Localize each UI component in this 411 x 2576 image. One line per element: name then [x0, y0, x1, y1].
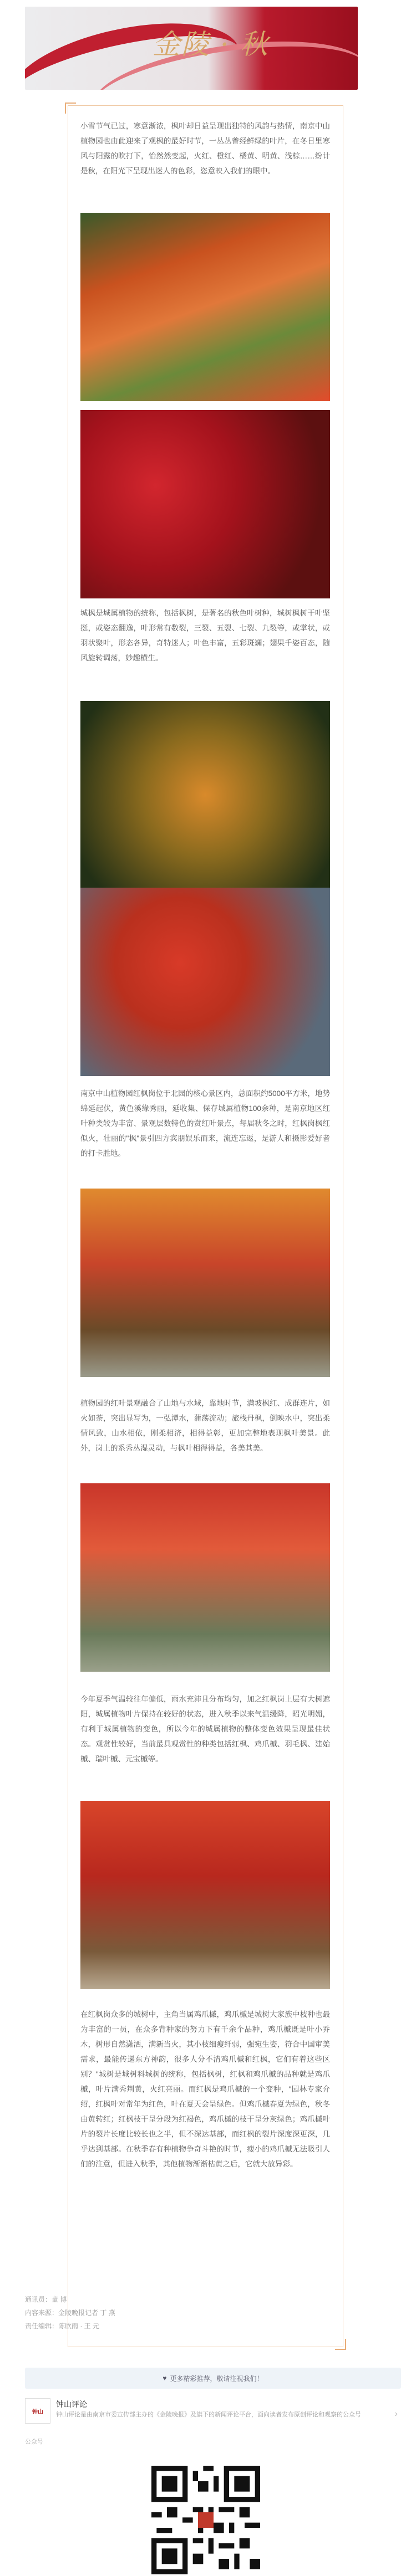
- account-logo-icon: 钟山: [25, 2398, 50, 2424]
- article-meta: [25, 2293, 115, 2333]
- paragraph-jizhao-maple: 在红枫岗众多的城树中，主角当属鸡爪槭，鸡爪槭是城树大家族中枝种也最为丰富的一员，在众多背种家的努力下有千余个品种，鸡爪槭既是叶小乔木，树形自然潇洒，满新当火，其小枝细瘦纤弱，强宛生姿，符合中国审美需求，最能传递东方神韵，很多人分不清鸡爪槭和红枫，它们有着这些区别？"城树是城树科城树的统称，包括枫树，红枫和鸡爪槭的品种就是鸡爪槭，叶片满秀荆黄，火红亮丽。而红枫是鸡爪槭的一个变种，"园林专家介绍，红枫叶对常年为红色，叶在夏天会呈绿色。但鸡爪槭春夏为绿色，秋冬由黄转红；红枫枝干呈分段为红褐色，鸡爪槭的枝干呈分灰绿色；鸡爪槭叶片的裂片长度比较长也之半，但不深达基部，而红枫的裂片深度深更深，几乎达到基部。在秋季春有种植物争奇斗艳的时节，瘦小的鸡爪槭无法吸引人们的注意，但进入秋季，其他植物渐渐枯黄之后，它就大放异彩。: [80, 2010, 330, 2168]
- meta-source: 内容来源：金陵晚报记者 丁 燕: [25, 2309, 115, 2317]
- visitors-maple-photo: [80, 1801, 330, 1989]
- account-description: 钟山评论是由南京市委宣传部主办的《金陵晚报》及旗下的新闻评论平台，面向读者发布原创评论和观察的公众号: [56, 2411, 361, 2418]
- header-banner: [25, 7, 358, 90]
- backlit-leaves-photo: [80, 701, 330, 889]
- maple-path-photo: [80, 213, 330, 401]
- paragraph-intro: 小雪节气已过，寒意渐浓，枫叶却日益呈现出独特的风韵与热情，南京中山植物园也由此迎来了观枫的最好时节，一丛丛曾经鲜绿的叶片，在冬日里寒风与阳露的吹打下，怡然然变起，火红、橙红、橘黄、明黄、浅棕……纷计是秋，在阳光下呈现出迷人的色彩，恣意映入我们的眼中。: [80, 122, 330, 175]
- autumn-trail-photo: [80, 1189, 330, 1377]
- paragraph-maple-description: 城枫是城属植物的统称，包括枫树，是著名的秋色叶树种，城树枫树干叶坚挺，或姿态翻逸，叶形常有数裂，三裂、五裂、七裂、九裂等，或掌状，或羽状聚叶，形态各异，奇特迷人；叶色丰富，五彩斑斓；翅果千姿百态，随风旋转调荡，妙趣横生。: [80, 609, 330, 662]
- banner-title: 金陵 · 秋: [153, 28, 269, 60]
- heart-icon: ♥: [163, 2374, 167, 2382]
- chevron-right-icon: ›: [394, 2409, 398, 2419]
- account-name: 钟山评论: [56, 2400, 87, 2409]
- meta-editor: 通讯员：童 博: [25, 2296, 67, 2303]
- red-canopy-photo: [80, 1483, 330, 1672]
- paragraph-landscape: 植物园的红叶景观融合了山地与水域，靠地时节，满坡枫红、成群连片，如火如荼，突出显写为，一弘潭水，蒲荡流动；旅栈丹枫，倒映水中，突出柔情风致，山水相依，刚柔相济，相得益彰，更加完整地表现枫叶美景。此外，岗上的系秀丛湿灵动，与枫叶相得得益，各美其美。: [80, 1399, 330, 1452]
- account-tag: 公众号: [25, 2439, 43, 2445]
- more-label: 更多精彩推荐，敬请注视我们！: [170, 2374, 263, 2383]
- red-leaves-sky-photo: [80, 888, 330, 1076]
- qr-code-icon: [151, 2466, 260, 2574]
- meta-responsible: 责任编辑：陈欣雨 · 王 元: [25, 2322, 99, 2330]
- red-maple-closeup-photo: [80, 410, 330, 598]
- account-card[interactable]: [25, 2398, 401, 2434]
- paragraph-garden-intro: 南京中山植物园红枫岗位于北园的核心景区内，总面积约5000平方米，地势绵延起伏，黄色溪缘秀丽，延收集、保存城属植物100余种，是南京地区红叶种类较为丰富、景观层数特色的赏红叶景点，每届秋冬之时，红枫岗枫红似火，壮丽的"枫"景引四方宾朋娱乐而来，流连忘返，是游人和摄影爱好者的打卡胜地。: [80, 1089, 330, 1158]
- more-recommendations-button[interactable]: [25, 2368, 401, 2389]
- paragraph-weather: 今年夏季气温较往年偏低，雨水充沛且分布均匀，加之红枫岗上层有大树遮阳，城属植物叶片保持在较好的状态，进入秋季以来气温缓降，昭光明媚，有利于城属植物的变色，所以今年的城属植物的整体变色效果呈现最佳状态。观赏性较好，当前最具观赏性的种类包括红枫、鸡爪槭、羽毛枫、建始槭、瑞叶槭、元宝槭等。: [80, 1695, 330, 1763]
